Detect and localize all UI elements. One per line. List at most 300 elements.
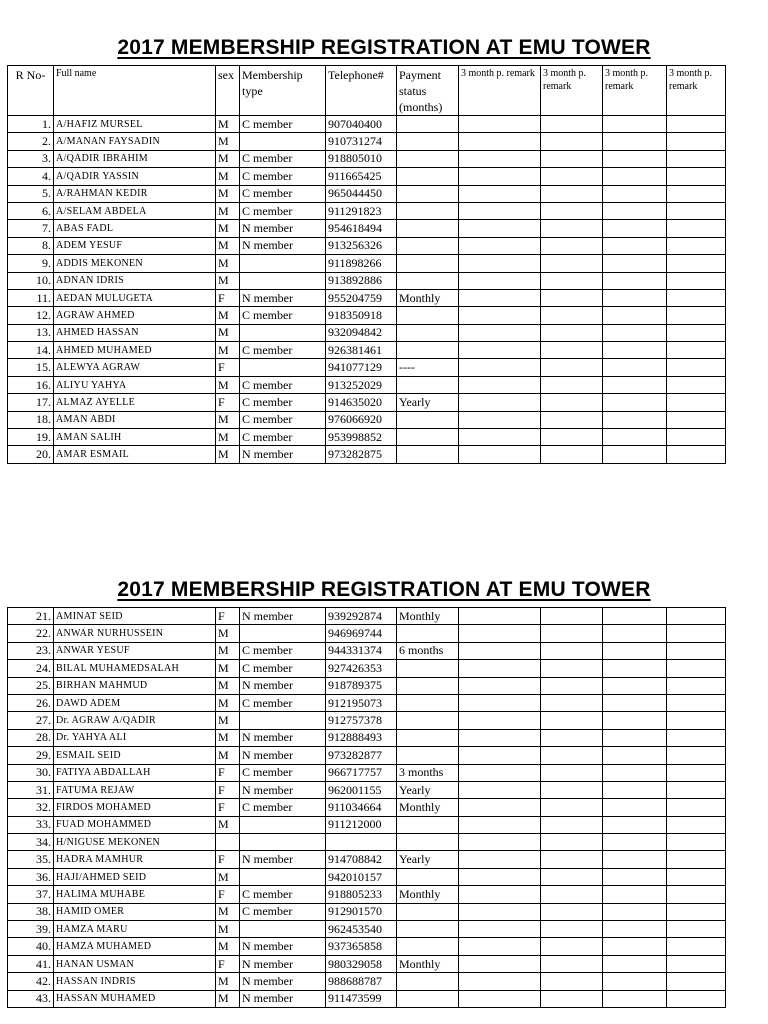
member-name: AMAN ABDI xyxy=(54,411,216,428)
member-name: HALIMA MUHABE xyxy=(54,886,216,903)
remark-cell xyxy=(603,990,667,1007)
telephone-number: 962001155 xyxy=(326,781,397,798)
member-sex: M xyxy=(216,307,240,324)
remark-cell xyxy=(667,255,726,272)
member-sex: M xyxy=(216,747,240,764)
remark-cell xyxy=(541,394,603,411)
membership-type: C member xyxy=(240,342,326,359)
table-row xyxy=(8,747,726,764)
remark-cell xyxy=(667,694,726,711)
membership-type: N member xyxy=(240,608,326,625)
member-sex: M xyxy=(216,168,240,185)
member-name: ANWAR YESUF xyxy=(54,642,216,659)
remark-cell xyxy=(603,411,667,428)
payment-status xyxy=(397,237,459,254)
member-name: HAMZA MARU xyxy=(54,921,216,938)
remark-cell xyxy=(459,289,541,306)
membership-type xyxy=(240,868,326,885)
membership-type: C member xyxy=(240,394,326,411)
row-number: 21. xyxy=(8,608,54,625)
membership-type: C member xyxy=(240,307,326,324)
remark-cell xyxy=(603,202,667,219)
telephone-number: 912757378 xyxy=(326,712,397,729)
remark-cell xyxy=(667,903,726,920)
member-sex: F xyxy=(216,799,240,816)
remark-cell xyxy=(667,712,726,729)
telephone-number: 918805010 xyxy=(326,150,397,167)
table-row xyxy=(8,202,726,219)
member-name: FIRDOS MOHAMED xyxy=(54,799,216,816)
row-number: 8. xyxy=(8,237,54,254)
row-number: 31. xyxy=(8,781,54,798)
membership-type: C member xyxy=(240,799,326,816)
telephone-number: 914635020 xyxy=(326,394,397,411)
membership-type: C member xyxy=(240,886,326,903)
row-number: 4. xyxy=(8,168,54,185)
membership-type: N member xyxy=(240,938,326,955)
member-name: AHMED MUHAMED xyxy=(54,342,216,359)
member-sex: M xyxy=(216,255,240,272)
remark-cell xyxy=(459,921,541,938)
payment-status xyxy=(397,255,459,272)
member-sex: M xyxy=(216,712,240,729)
row-number: 24. xyxy=(8,660,54,677)
table-row xyxy=(8,660,726,677)
member-sex: M xyxy=(216,429,240,446)
row-number: 15. xyxy=(8,359,54,376)
member-sex: M xyxy=(216,921,240,938)
row-number: 17. xyxy=(8,394,54,411)
remark-cell xyxy=(459,150,541,167)
remark-cell xyxy=(459,411,541,428)
remark-cell xyxy=(541,220,603,237)
member-sex: M xyxy=(216,376,240,393)
member-name: BILAL MUHAMEDSALAH xyxy=(54,660,216,677)
remark-cell xyxy=(667,816,726,833)
remark-cell xyxy=(459,625,541,642)
remark-cell xyxy=(459,712,541,729)
remark-cell xyxy=(603,394,667,411)
telephone-number: 912901570 xyxy=(326,903,397,920)
row-number: 2. xyxy=(8,133,54,150)
remark-cell xyxy=(541,938,603,955)
remark-cell xyxy=(541,921,603,938)
remark-cell xyxy=(667,446,726,463)
table-row xyxy=(8,359,726,376)
table-row xyxy=(8,376,726,393)
row-number: 1. xyxy=(8,116,54,133)
remark-cell xyxy=(541,429,603,446)
remark-cell xyxy=(541,272,603,289)
telephone-number: 939292874 xyxy=(326,608,397,625)
payment-status xyxy=(397,938,459,955)
table-row xyxy=(8,289,726,306)
row-number: 40. xyxy=(8,938,54,955)
remark-cell xyxy=(541,342,603,359)
table-row xyxy=(8,973,726,990)
member-sex: M xyxy=(216,237,240,254)
payment-status xyxy=(397,868,459,885)
payment-status xyxy=(397,834,459,851)
member-name: A/MANAN FAYSADIN xyxy=(54,133,216,150)
telephone-number: 944331374 xyxy=(326,642,397,659)
remark-cell xyxy=(541,446,603,463)
remark-cell xyxy=(459,608,541,625)
remark-cell xyxy=(459,764,541,781)
row-number: 33. xyxy=(8,816,54,833)
remark-cell xyxy=(541,625,603,642)
payment-status: Monthly xyxy=(397,799,459,816)
remark-cell xyxy=(667,359,726,376)
remark-cell xyxy=(603,289,667,306)
payment-status xyxy=(397,990,459,1007)
remark-cell xyxy=(541,133,603,150)
table-row xyxy=(8,851,726,868)
remark-cell xyxy=(603,903,667,920)
remark-cell xyxy=(541,202,603,219)
remark-cell xyxy=(667,729,726,746)
membership-type: C member xyxy=(240,411,326,428)
header-payment-status: Payment status (months) xyxy=(397,66,459,116)
table-row xyxy=(8,608,726,625)
page-title: 2017 MEMBERSHIP REGISTRATION AT EMU TOWER xyxy=(117,36,651,59)
payment-status xyxy=(397,202,459,219)
table-row xyxy=(8,150,726,167)
payment-status xyxy=(397,903,459,920)
member-sex: F xyxy=(216,886,240,903)
member-name: AHMED HASSAN xyxy=(54,324,216,341)
membership-type: N member xyxy=(240,289,326,306)
remark-cell xyxy=(541,886,603,903)
remark-cell xyxy=(459,851,541,868)
remark-cell xyxy=(667,747,726,764)
remark-cell xyxy=(541,799,603,816)
table-row xyxy=(8,429,726,446)
telephone-number: 962453540 xyxy=(326,921,397,938)
remark-cell xyxy=(459,185,541,202)
remark-cell xyxy=(667,185,726,202)
row-number: 13. xyxy=(8,324,54,341)
membership-type xyxy=(240,834,326,851)
member-name: HAMID OMER xyxy=(54,903,216,920)
row-number: 42. xyxy=(8,973,54,990)
header-full-name: Full name xyxy=(54,66,216,116)
row-number: 34. xyxy=(8,834,54,851)
registration-table xyxy=(7,65,726,464)
member-name: Dr. YAHYA ALI xyxy=(54,729,216,746)
member-sex: F xyxy=(216,781,240,798)
membership-type: N member xyxy=(240,973,326,990)
remark-cell xyxy=(459,342,541,359)
remark-cell xyxy=(667,342,726,359)
remark-cell xyxy=(603,694,667,711)
member-name: AMINAT SEID xyxy=(54,608,216,625)
payment-status xyxy=(397,272,459,289)
payment-status xyxy=(397,747,459,764)
member-name: AGRAW AHMED xyxy=(54,307,216,324)
telephone-number: 942010157 xyxy=(326,868,397,885)
telephone-number: 955204759 xyxy=(326,289,397,306)
member-sex: M xyxy=(216,116,240,133)
table-row xyxy=(8,625,726,642)
row-number: 32. xyxy=(8,799,54,816)
membership-type: N member xyxy=(240,729,326,746)
telephone-number xyxy=(326,834,397,851)
membership-type: N member xyxy=(240,446,326,463)
membership-type: N member xyxy=(240,990,326,1007)
remark-cell xyxy=(667,834,726,851)
remark-cell xyxy=(603,642,667,659)
member-sex: F xyxy=(216,764,240,781)
row-number: 10. xyxy=(8,272,54,289)
remark-cell xyxy=(459,660,541,677)
membership-type: N member xyxy=(240,747,326,764)
row-number: 6. xyxy=(8,202,54,219)
telephone-number: 912888493 xyxy=(326,729,397,746)
remark-cell xyxy=(459,446,541,463)
membership-type: N member xyxy=(240,237,326,254)
header-sex: sex xyxy=(216,66,240,116)
telephone-number: 973282875 xyxy=(326,446,397,463)
row-number: 9. xyxy=(8,255,54,272)
remark-cell xyxy=(603,921,667,938)
remark-cell xyxy=(603,764,667,781)
remark-cell xyxy=(667,289,726,306)
member-name: DAWD ADEM xyxy=(54,694,216,711)
membership-type: C member xyxy=(240,764,326,781)
remark-cell xyxy=(459,677,541,694)
remark-cell xyxy=(459,272,541,289)
remark-cell xyxy=(667,764,726,781)
remark-cell xyxy=(603,255,667,272)
table-row xyxy=(8,955,726,972)
membership-type: C member xyxy=(240,202,326,219)
table-row xyxy=(8,921,726,938)
table-row xyxy=(8,168,726,185)
remark-cell xyxy=(541,955,603,972)
payment-status xyxy=(397,660,459,677)
telephone-number: 910731274 xyxy=(326,133,397,150)
remark-cell xyxy=(603,660,667,677)
telephone-number: 941077129 xyxy=(326,359,397,376)
remark-cell xyxy=(603,307,667,324)
telephone-number: 927426353 xyxy=(326,660,397,677)
telephone-number: 966717757 xyxy=(326,764,397,781)
table-row xyxy=(8,411,726,428)
remark-cell xyxy=(541,185,603,202)
member-sex: M xyxy=(216,411,240,428)
row-number: 41. xyxy=(8,955,54,972)
member-sex: M xyxy=(216,660,240,677)
payment-status xyxy=(397,116,459,133)
payment-status: Monthly xyxy=(397,955,459,972)
row-number: 30. xyxy=(8,764,54,781)
member-sex: M xyxy=(216,990,240,1007)
member-name: HASSAN MUHAMED xyxy=(54,990,216,1007)
remark-cell xyxy=(459,429,541,446)
telephone-number: 911898266 xyxy=(326,255,397,272)
payment-status xyxy=(397,816,459,833)
remark-cell xyxy=(667,660,726,677)
header-remark-3: 3 month p. remark xyxy=(603,66,667,116)
remark-cell xyxy=(459,834,541,851)
telephone-number: 907040400 xyxy=(326,116,397,133)
row-number: 23. xyxy=(8,642,54,659)
membership-type xyxy=(240,272,326,289)
membership-type xyxy=(240,324,326,341)
remark-cell xyxy=(459,990,541,1007)
remark-cell xyxy=(603,359,667,376)
member-name: Dr. AGRAW A/QADIR xyxy=(54,712,216,729)
telephone-number: 980329058 xyxy=(326,955,397,972)
member-name: ESMAIL SEID xyxy=(54,747,216,764)
remark-cell xyxy=(603,677,667,694)
row-number: 20. xyxy=(8,446,54,463)
member-sex: M xyxy=(216,642,240,659)
payment-status xyxy=(397,168,459,185)
remark-cell xyxy=(603,324,667,341)
member-sex: M xyxy=(216,220,240,237)
member-name: HANAN USMAN xyxy=(54,955,216,972)
member-sex: M xyxy=(216,625,240,642)
table-row xyxy=(8,642,726,659)
member-sex: F xyxy=(216,359,240,376)
payment-status xyxy=(397,973,459,990)
row-number: 28. xyxy=(8,729,54,746)
remark-cell xyxy=(667,168,726,185)
payment-status xyxy=(397,729,459,746)
remark-cell xyxy=(667,973,726,990)
remark-cell xyxy=(541,289,603,306)
payment-status xyxy=(397,712,459,729)
member-name: ALMAZ AYELLE xyxy=(54,394,216,411)
remark-cell xyxy=(603,799,667,816)
payment-status: Yearly xyxy=(397,394,459,411)
table-row xyxy=(8,886,726,903)
payment-status: Monthly xyxy=(397,289,459,306)
telephone-number: 914708842 xyxy=(326,851,397,868)
remark-cell xyxy=(459,868,541,885)
table-row xyxy=(8,781,726,798)
member-name: A/RAHMAN KEDIR xyxy=(54,185,216,202)
member-name: ANWAR NURHUSSEIN xyxy=(54,625,216,642)
member-name: A/QADIR IBRAHIM xyxy=(54,150,216,167)
telephone-number: 988688787 xyxy=(326,973,397,990)
remark-cell xyxy=(541,747,603,764)
remark-cell xyxy=(541,237,603,254)
member-sex: F xyxy=(216,851,240,868)
member-sex: M xyxy=(216,816,240,833)
row-number: 39. xyxy=(8,921,54,938)
membership-type: C member xyxy=(240,694,326,711)
remark-cell xyxy=(603,747,667,764)
telephone-number: 911665425 xyxy=(326,168,397,185)
member-name: ABAS FADL xyxy=(54,220,216,237)
payment-status: 3 months xyxy=(397,764,459,781)
payment-status xyxy=(397,446,459,463)
row-number: 5. xyxy=(8,185,54,202)
member-sex xyxy=(216,834,240,851)
member-sex: F xyxy=(216,394,240,411)
table-row xyxy=(8,394,726,411)
payment-status: ---- xyxy=(397,359,459,376)
header-remark-2: 3 month p. remark xyxy=(541,66,603,116)
remark-cell xyxy=(667,625,726,642)
remark-cell xyxy=(603,220,667,237)
remark-cell xyxy=(541,973,603,990)
remark-cell xyxy=(459,642,541,659)
remark-cell xyxy=(541,116,603,133)
remark-cell xyxy=(541,712,603,729)
remark-cell xyxy=(667,220,726,237)
remark-cell xyxy=(667,608,726,625)
remark-cell xyxy=(459,359,541,376)
remark-cell xyxy=(459,973,541,990)
membership-type xyxy=(240,816,326,833)
remark-cell xyxy=(459,376,541,393)
remark-cell xyxy=(667,955,726,972)
remark-cell xyxy=(541,764,603,781)
remark-cell xyxy=(459,324,541,341)
remark-cell xyxy=(667,799,726,816)
telephone-number: 976066920 xyxy=(326,411,397,428)
remark-cell xyxy=(603,133,667,150)
remark-cell xyxy=(541,411,603,428)
table-row xyxy=(8,307,726,324)
remark-cell xyxy=(459,694,541,711)
table-row xyxy=(8,868,726,885)
remark-cell xyxy=(603,816,667,833)
member-name: HAMZA MUHAMED xyxy=(54,938,216,955)
table-row xyxy=(8,712,726,729)
remark-cell xyxy=(667,324,726,341)
membership-type: C member xyxy=(240,660,326,677)
remark-cell xyxy=(667,921,726,938)
table-row xyxy=(8,729,726,746)
membership-type: C member xyxy=(240,185,326,202)
member-name: AMAR ESMAIL xyxy=(54,446,216,463)
table-row xyxy=(8,990,726,1007)
payment-status xyxy=(397,342,459,359)
remark-cell xyxy=(603,342,667,359)
payment-status: Yearly xyxy=(397,781,459,798)
remark-cell xyxy=(667,851,726,868)
remark-cell xyxy=(459,202,541,219)
row-number: 29. xyxy=(8,747,54,764)
member-name: A/HAFIZ MURSEL xyxy=(54,116,216,133)
row-number: 27. xyxy=(8,712,54,729)
payment-status xyxy=(397,150,459,167)
membership-type xyxy=(240,625,326,642)
payment-status: Monthly xyxy=(397,886,459,903)
remark-cell xyxy=(459,237,541,254)
member-name: FATUMA REJAW xyxy=(54,781,216,798)
member-sex: M xyxy=(216,202,240,219)
payment-status: Yearly xyxy=(397,851,459,868)
payment-status xyxy=(397,376,459,393)
remark-cell xyxy=(541,642,603,659)
membership-type xyxy=(240,255,326,272)
membership-type: C member xyxy=(240,903,326,920)
member-name: AMAN SALIH xyxy=(54,429,216,446)
remark-cell xyxy=(541,608,603,625)
remark-cell xyxy=(603,150,667,167)
member-sex: F xyxy=(216,608,240,625)
membership-type: C member xyxy=(240,150,326,167)
remark-cell xyxy=(541,324,603,341)
row-number: 18. xyxy=(8,411,54,428)
membership-type: N member xyxy=(240,955,326,972)
